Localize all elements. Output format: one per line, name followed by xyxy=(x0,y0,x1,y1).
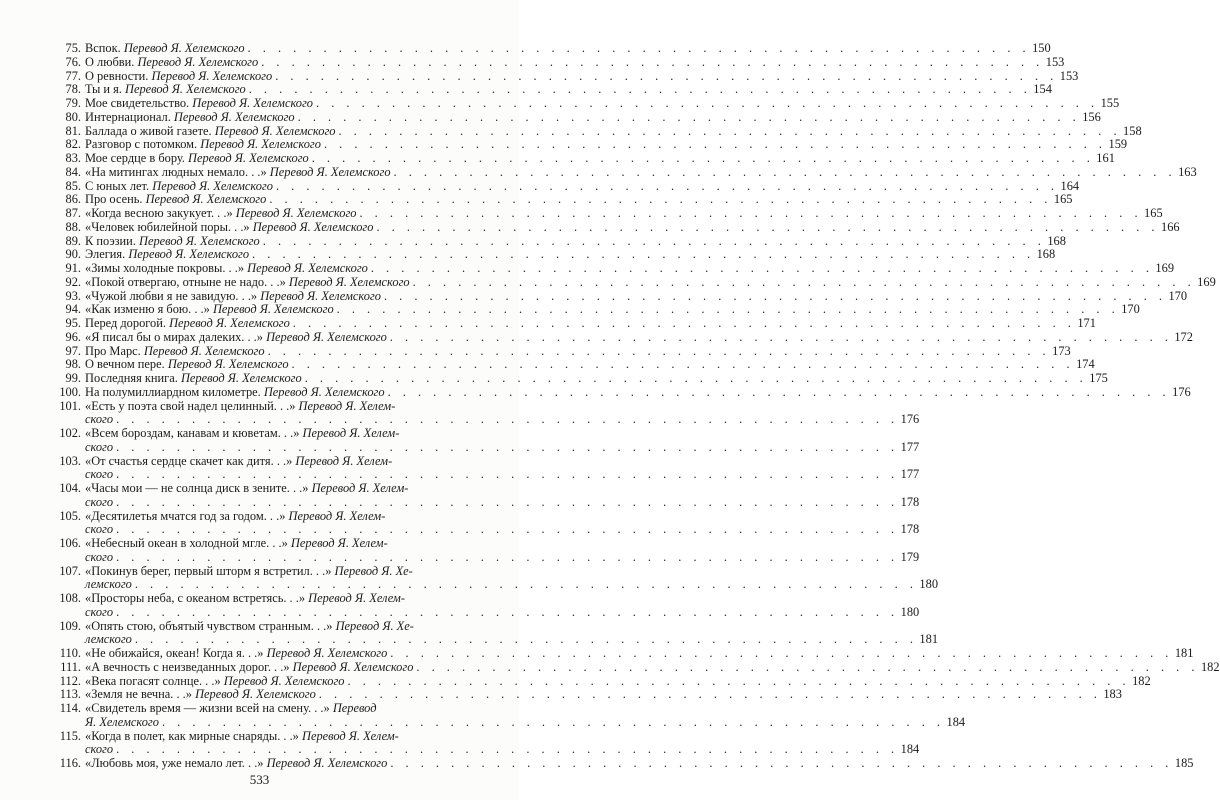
table-of-contents xyxy=(56,41,1220,771)
entry-title: Последняя книга. xyxy=(85,371,178,385)
dot-leader xyxy=(373,221,1159,235)
entry-number: 94. xyxy=(65,302,81,317)
entry-number: 116. xyxy=(59,756,81,770)
entry-title: «Просторы неба, с океаном встретясь. . .» xyxy=(85,591,306,605)
entry-title: Про осень. xyxy=(85,192,143,207)
entry-number: 110. xyxy=(59,646,81,660)
entry-title: «Века погасят солнце. . .» xyxy=(85,673,221,688)
dot-leader xyxy=(302,372,1088,386)
entry-number: 83. xyxy=(65,151,81,165)
entry-number: 97. xyxy=(65,343,81,358)
entry-number: 111. xyxy=(60,659,81,674)
toc-entry xyxy=(56,357,1095,372)
entry-translator: Перевод Я. Хелем- xyxy=(308,591,405,605)
entry-translator: Перевод Я. Хелемского xyxy=(247,261,368,275)
entry-page: 158 xyxy=(1123,123,1142,138)
dot-leader xyxy=(381,290,1167,304)
entry-translator: Перевод Я. Хелем- xyxy=(311,481,409,495)
dot-leader xyxy=(113,441,899,455)
entry-translator-continuation: ского xyxy=(85,549,114,564)
entry-page: 173 xyxy=(1052,343,1071,358)
entry-number: 79. xyxy=(65,96,81,110)
entry-number: 95. xyxy=(65,316,81,330)
entry-page: 177 xyxy=(900,439,920,454)
entry-translator: Перевод Я. Хелем- xyxy=(288,508,386,523)
entry-page: 182 xyxy=(1132,673,1151,688)
toc-entry xyxy=(56,206,1163,221)
dot-leader xyxy=(387,647,1173,661)
toc-entry xyxy=(56,274,1216,290)
entry-page: 176 xyxy=(1172,384,1191,399)
dot-leader xyxy=(368,262,1154,276)
entry-translator-continuation: ского xyxy=(85,494,114,509)
entry-title: «А вечность с неизведанных дорог. . .» xyxy=(85,659,290,674)
entry-translator: Перевод Я. Хелемского xyxy=(266,646,388,660)
toc-entry xyxy=(56,164,1197,180)
dot-leader xyxy=(113,496,899,510)
dot-leader xyxy=(309,152,1095,166)
entry-number: 90. xyxy=(65,247,81,262)
entry-title: Интернационал. xyxy=(85,109,171,124)
entry-page: 153 xyxy=(1059,68,1079,83)
toc-entry xyxy=(56,563,939,593)
entry-translator: Перевод Я. Хелемского xyxy=(143,343,265,358)
entry-translator: Перевод Я. Хелемского xyxy=(266,756,388,770)
toc-entry xyxy=(56,41,1051,56)
entry-translator: Перевод Я. Хелемского xyxy=(292,659,414,674)
entry-page: 183 xyxy=(1103,687,1122,702)
toc-entry xyxy=(56,371,1108,386)
entry-number: 96. xyxy=(65,329,81,344)
entry-title: «Не обижайся, океан! Когда я. . .» xyxy=(85,646,264,660)
entry-number: 89. xyxy=(65,233,81,248)
entry-translator: Перевод Я. Хелемского xyxy=(266,329,387,344)
dot-leader xyxy=(385,386,1171,400)
toc-entry xyxy=(56,728,920,758)
dot-leader xyxy=(290,317,1076,331)
entry-page: 175 xyxy=(1089,371,1108,385)
entry-translator-continuation: Я. Хелемского xyxy=(85,714,159,729)
entry-number: 107. xyxy=(59,563,81,578)
entry-number: 102. xyxy=(59,426,81,440)
toc-entry xyxy=(56,151,1115,166)
toc-entry xyxy=(56,219,1180,235)
entry-translator: Перевод Я. Хелемского xyxy=(260,288,381,303)
entry-page: 184 xyxy=(900,742,920,757)
toc-entry xyxy=(56,316,1096,331)
entry-page: 166 xyxy=(1161,219,1180,234)
entry-page: 177 xyxy=(900,467,920,482)
toc-entry xyxy=(56,426,920,455)
dot-leader xyxy=(132,578,918,592)
toc-entry xyxy=(56,618,939,648)
entry-title: «Когда в полет, как мирные снаряды. . .» xyxy=(85,728,299,743)
dot-leader xyxy=(266,193,1052,207)
entry-translator: Перевод Я. Хелемского xyxy=(169,316,290,330)
entry-translator: Перевод Я. Хелемского xyxy=(125,82,246,97)
entry-number: 91. xyxy=(65,261,81,275)
entry-translator: Перевод Я. Хе- xyxy=(334,563,413,578)
entry-title: К поэзии. xyxy=(85,233,136,248)
entry-translator: Перевод Я. Хелем- xyxy=(302,426,400,440)
entry-number: 105. xyxy=(59,508,81,523)
toc-entry xyxy=(56,329,1193,345)
entry-page: 169 xyxy=(1197,274,1216,289)
entry-page: 168 xyxy=(1047,233,1066,248)
dot-leader xyxy=(246,83,1032,97)
entry-translator: Перевод Я. Хелемского xyxy=(235,206,357,220)
entry-number: 87. xyxy=(65,206,81,220)
entry-title: «Десятилетья мчатся год за годом. . .» xyxy=(85,508,286,523)
entry-title: Элегия. xyxy=(85,247,126,262)
entry-page: 159 xyxy=(1108,137,1128,152)
entry-number: 92. xyxy=(65,274,81,289)
dot-leader xyxy=(356,207,1142,221)
entry-number: 113. xyxy=(59,687,81,702)
dot-leader xyxy=(387,331,1173,345)
entry-translator: Перевод Я. Хелемского xyxy=(269,164,391,179)
toc-entry xyxy=(56,536,920,565)
entry-translator: Перевод Я. Хелемского xyxy=(263,384,385,399)
entry-translator: Перевод Я. Хелемского xyxy=(192,96,313,110)
entry-number: 114. xyxy=(59,701,81,715)
entry-page: 155 xyxy=(1100,96,1120,110)
entry-translator: Перевод Я. Хелемского xyxy=(212,302,334,317)
toc-entry xyxy=(56,192,1073,207)
entry-number: 104. xyxy=(59,481,81,495)
entry-page: 170 xyxy=(1121,302,1140,317)
entry-translator: Перевод Я. Хелемского xyxy=(214,123,336,138)
toc-entry xyxy=(56,659,1220,675)
entry-translator: Перевод Я. Хелемского xyxy=(252,219,374,234)
entry-number: 85. xyxy=(65,178,81,193)
toc-entry xyxy=(56,302,1140,317)
entry-translator: Перевод xyxy=(332,701,377,715)
entry-number: 101. xyxy=(59,398,81,413)
entry-title: «Земля не вечна. . .» xyxy=(85,687,192,702)
entry-title: Мое сердце в бору. xyxy=(85,151,185,165)
entry-page: 171 xyxy=(1077,316,1096,330)
toc-entry xyxy=(56,646,1194,661)
entry-translator: Перевод Я. Хелемского xyxy=(128,247,250,262)
entry-title: О вечном пере. xyxy=(85,357,165,372)
toc-entry xyxy=(56,54,1065,70)
entry-translator: Перевод Я. Хелемского xyxy=(152,178,273,193)
entry-number: 84. xyxy=(65,164,81,179)
dot-leader xyxy=(113,606,899,620)
dot-leader xyxy=(313,97,1099,111)
entry-number: 98. xyxy=(65,357,81,372)
entry-translator-continuation: ского xyxy=(85,439,114,454)
entry-title: «Зимы холодные покровы. . .» xyxy=(85,261,245,275)
entry-translator: Перевод Я. Хелемского xyxy=(145,192,267,207)
toc-entry xyxy=(56,288,1188,304)
entry-title: Мое свидетельство. xyxy=(85,96,190,110)
dot-leader xyxy=(265,345,1051,359)
entry-title: Вспок. xyxy=(85,41,121,55)
toc-entry xyxy=(56,384,1191,400)
toc-entry xyxy=(56,481,920,510)
entry-translator: Перевод Я. Хелемского xyxy=(223,673,345,688)
entry-translator: Перевод Я. Хе- xyxy=(335,618,414,633)
entry-number: 115. xyxy=(59,728,81,743)
dot-leader xyxy=(132,633,918,647)
entry-title: «Когда весною закукует. . .» xyxy=(85,206,233,220)
toc-entry xyxy=(56,591,920,620)
entry-translator-continuation: ского xyxy=(85,412,114,427)
entry-page: 154 xyxy=(1033,82,1052,97)
dot-leader xyxy=(387,757,1173,771)
entry-number: 86. xyxy=(65,192,81,207)
entry-page: 185 xyxy=(1174,756,1194,770)
dot-leader xyxy=(334,303,1120,317)
toc-entry xyxy=(56,123,1142,139)
page-number: 533 xyxy=(249,772,270,787)
toc-entry xyxy=(56,508,920,538)
entry-translator: Перевод Я. Хелем- xyxy=(302,728,399,743)
entry-title: Разговор с потомком. xyxy=(85,137,198,152)
entry-title: Перед дорогой. xyxy=(85,316,166,330)
entry-number: 80. xyxy=(65,109,81,124)
entry-translator: Перевод Я. Хелемского xyxy=(173,109,295,124)
toc-entry xyxy=(56,233,1066,249)
dot-leader xyxy=(245,42,1031,56)
toc-entry xyxy=(56,453,920,483)
entry-number: 78. xyxy=(65,82,81,97)
entry-page: 156 xyxy=(1082,109,1101,124)
toc-entry xyxy=(56,68,1079,84)
entry-page: 180 xyxy=(919,577,939,592)
entry-translator: Перевод Я. Хелемского xyxy=(180,371,302,385)
dot-leader xyxy=(249,248,1035,262)
entry-title: «Человек юбилейной поры. . .» xyxy=(85,219,250,234)
entry-page: 176 xyxy=(900,412,920,427)
entry-page: 161 xyxy=(1096,151,1115,165)
entry-title: «Чужой любви я не завидую. . .» xyxy=(85,288,258,303)
toc-entry xyxy=(56,343,1071,359)
entry-translator: Перевод Я. Хелемского xyxy=(195,687,316,702)
entry-translator: Перевод Я. Хелемского xyxy=(188,151,309,165)
entry-title: О любви. xyxy=(85,54,135,69)
entry-title: «На митингах людных немало. . .» xyxy=(85,164,267,179)
dot-leader xyxy=(113,413,899,427)
toc-entry xyxy=(56,137,1128,152)
entry-translator: Перевод Я. Хелем- xyxy=(290,536,388,550)
entry-translator-continuation: ского xyxy=(85,522,114,537)
entry-page: 174 xyxy=(1076,357,1095,372)
entry-page: 168 xyxy=(1036,247,1056,262)
entry-page: 179 xyxy=(900,549,920,564)
dot-leader xyxy=(345,675,1131,689)
toc-entry xyxy=(56,96,1120,111)
entry-title: «Покинув берег, первый шторм я встретил. . .» xyxy=(85,563,332,578)
dot-leader xyxy=(258,56,1044,70)
entry-translator: Перевод Я. Хелемского xyxy=(123,41,245,55)
entry-page: 169 xyxy=(1155,261,1175,275)
entry-translator: Перевод Я. Хелемского xyxy=(137,54,259,69)
toc-entry xyxy=(56,756,1194,771)
entry-number: 103. xyxy=(59,453,81,468)
entry-title: «Всем бороздам, канавам и кюветам. . .» xyxy=(85,426,300,440)
entry-page: 150 xyxy=(1032,41,1051,55)
entry-number: 112. xyxy=(59,673,81,688)
entry-page: 182 xyxy=(1200,659,1220,674)
entry-title: Про Марс. xyxy=(85,343,141,358)
dot-leader xyxy=(321,138,1107,152)
entry-page: 172 xyxy=(1174,329,1193,344)
entry-page: 178 xyxy=(900,522,920,537)
entry-translator-continuation: ского xyxy=(85,742,114,757)
entry-number: 99. xyxy=(65,371,81,385)
entry-number: 108. xyxy=(59,591,81,605)
entry-title: Ты и я. xyxy=(85,82,122,97)
dot-leader xyxy=(113,551,899,565)
entry-translator: Перевод Я. Хелемского xyxy=(167,357,289,372)
entry-title: С юных лет. xyxy=(85,178,150,193)
entry-title: «Свидетель время — жизни всей на смену. . .» xyxy=(85,701,330,715)
entry-title: «От счастья сердце скачет как дитя. . .» xyxy=(85,453,293,468)
entry-title: «Небесный океан в холодной мгле. . .» xyxy=(85,536,288,550)
entry-page: 181 xyxy=(1174,646,1194,660)
toc-entry xyxy=(56,178,1080,194)
entry-page: 180 xyxy=(900,604,920,619)
dot-leader xyxy=(273,180,1059,194)
entry-title: «Как изменю я бою. . .» xyxy=(85,302,210,317)
dot-leader xyxy=(391,166,1177,180)
entry-translator-continuation: ского xyxy=(85,467,114,482)
entry-title: «Любовь моя, уже немало лет. . .» xyxy=(85,756,264,770)
entry-translator-continuation: лемского xyxy=(85,632,132,647)
toc-entry xyxy=(56,247,1056,262)
entry-title: «Есть у поэта свой надел целинный. . .» xyxy=(85,398,296,413)
entry-number: 100. xyxy=(59,384,81,399)
dot-leader xyxy=(316,688,1102,702)
entry-page: 170 xyxy=(1168,288,1188,303)
entry-page: 163 xyxy=(1178,164,1197,179)
entry-number: 88. xyxy=(65,219,81,234)
entry-page: 164 xyxy=(1060,178,1080,193)
entry-page: 153 xyxy=(1045,54,1065,69)
entry-title: «Часы мои — не солнца диск в зените. . .» xyxy=(85,481,309,495)
entry-page: 165 xyxy=(1144,206,1163,220)
dot-leader xyxy=(289,358,1075,372)
entry-title: «Я писал бы о мирах далеких. . .» xyxy=(85,329,263,344)
toc-entry xyxy=(56,398,920,428)
entry-title: Баллада о живой газете. xyxy=(85,123,212,138)
dot-leader xyxy=(113,523,899,537)
toc-entry xyxy=(56,701,966,730)
entry-translator: Перевод Я. Хелем- xyxy=(295,453,393,468)
entry-translator: Перевод Я. Хелемского xyxy=(288,274,410,289)
dot-leader xyxy=(413,661,1199,675)
toc-entry xyxy=(56,673,1151,689)
entry-number: 75. xyxy=(65,41,81,55)
entry-number: 81. xyxy=(65,123,81,138)
dot-leader xyxy=(113,468,899,482)
dot-leader xyxy=(260,235,1046,249)
entry-page: 181 xyxy=(919,632,939,647)
dot-leader xyxy=(335,125,1121,139)
entry-page: 178 xyxy=(900,494,920,509)
entry-title: О ревности. xyxy=(85,68,149,83)
entry-number: 76. xyxy=(65,54,81,69)
toc-entry xyxy=(56,82,1052,97)
entry-number: 106. xyxy=(59,536,81,550)
entry-translator: Перевод Я. Хелемского xyxy=(151,68,273,83)
entry-translator-continuation: лемского xyxy=(85,577,132,592)
dot-leader xyxy=(159,716,945,730)
toc-entry xyxy=(56,261,1175,276)
entry-number: 93. xyxy=(65,288,81,303)
entry-number: 77. xyxy=(65,68,81,83)
entry-page: 165 xyxy=(1053,192,1073,207)
dot-leader xyxy=(410,276,1196,290)
toc-entry xyxy=(56,109,1101,125)
entry-title: «Покой отвергаю, отныне не надо. . .» xyxy=(85,274,286,289)
entry-translator: Перевод Я. Хелемского xyxy=(200,137,321,152)
entry-title: На полумиллиардном километре. xyxy=(85,384,261,399)
entry-translator: Перевод Я. Хелемского xyxy=(139,233,260,248)
dot-leader xyxy=(113,743,899,757)
entry-number: 109. xyxy=(59,618,81,633)
entry-title: «Опять стою, объятый чувством странным. . .» xyxy=(85,618,333,633)
entry-page: 184 xyxy=(946,714,966,729)
entry-translator: Перевод Я. Хелем- xyxy=(298,398,396,413)
entry-number: 82. xyxy=(65,137,81,152)
entry-translator-continuation: ского xyxy=(85,604,114,619)
dot-leader xyxy=(272,70,1058,84)
toc-entry xyxy=(56,687,1122,702)
dot-leader xyxy=(295,111,1081,125)
